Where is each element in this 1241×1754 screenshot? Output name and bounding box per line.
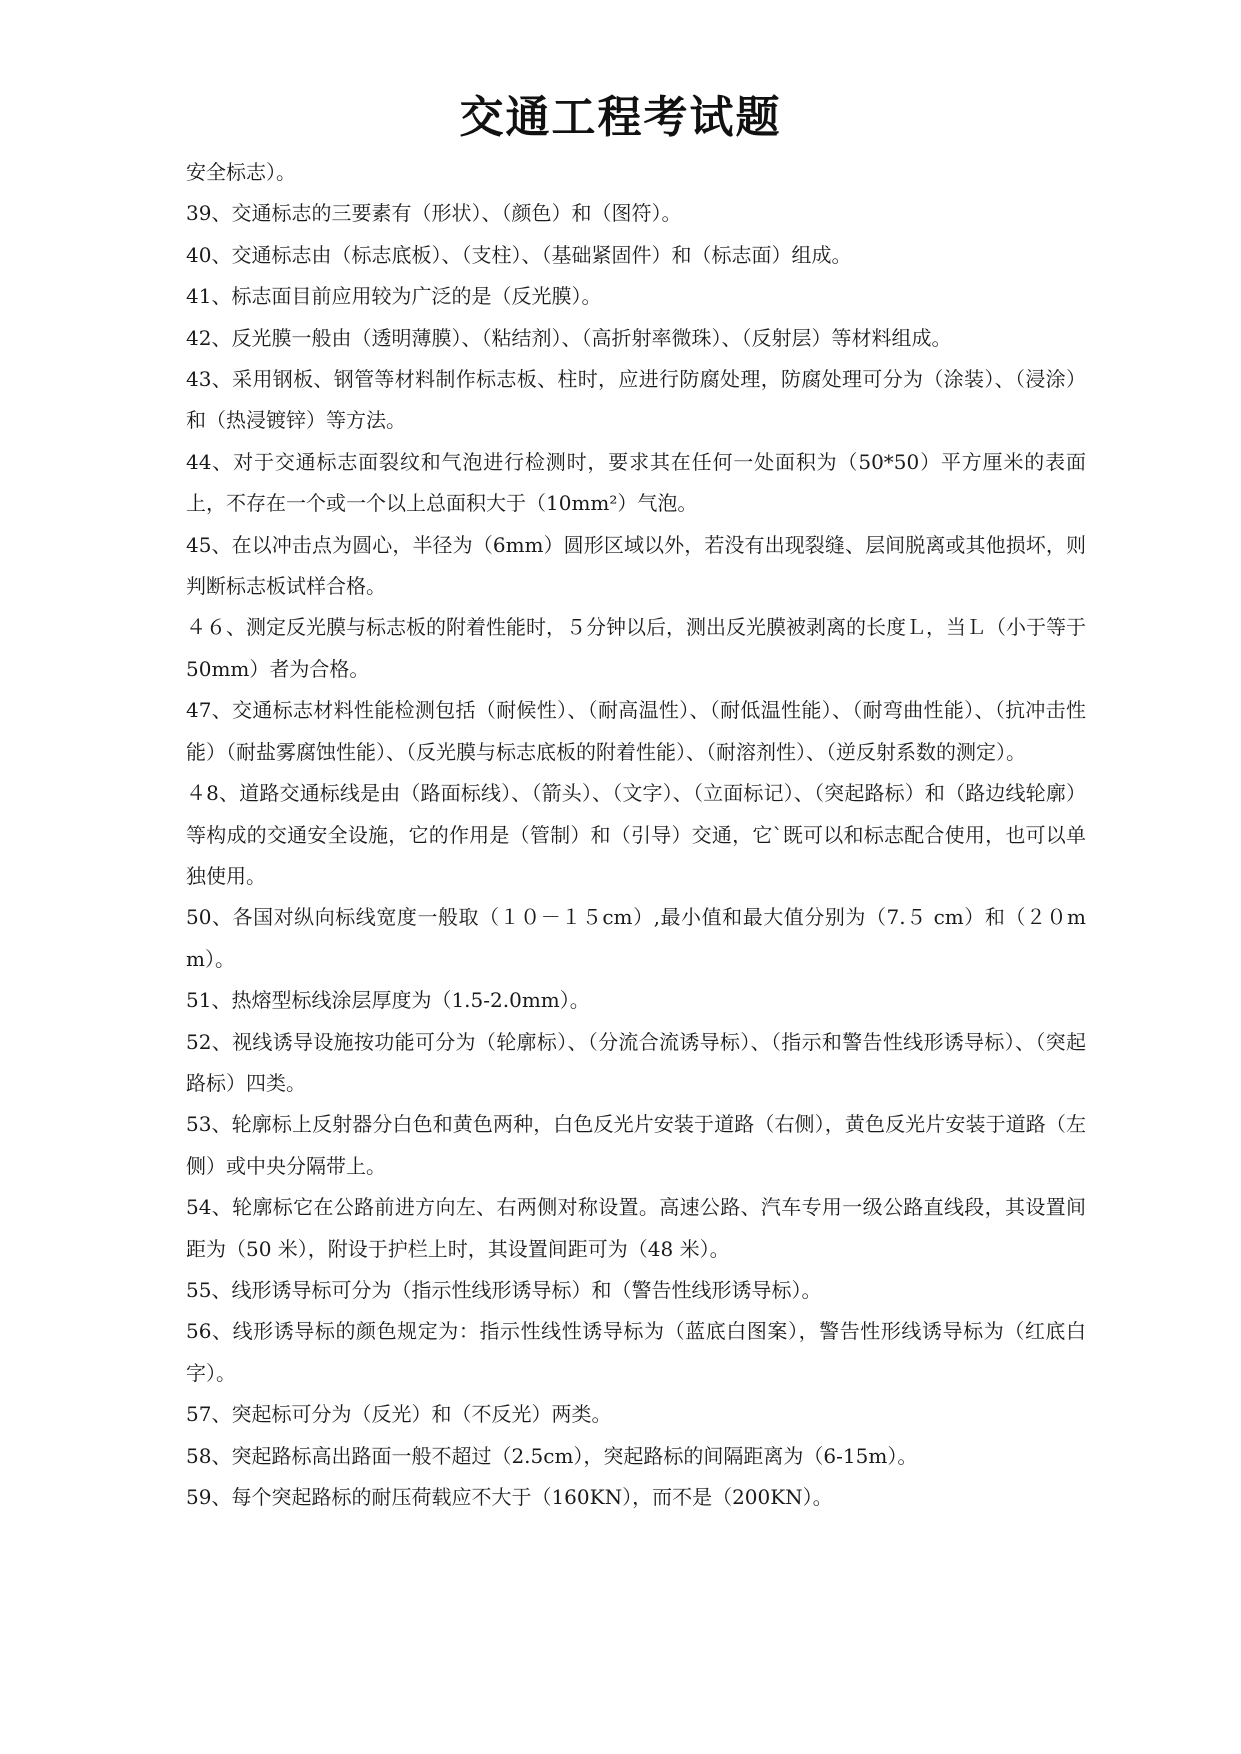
question-57: 57、突起标可分为（反光）和（不反光）两类。 bbox=[186, 1402, 612, 1427]
page-title: 交通工程考试题 bbox=[459, 92, 782, 143]
question-39: 39、交通标志的三要素有（形状）、（颜色）和（图符）。 bbox=[186, 201, 682, 226]
question-44: 44、对于交通标志面裂纹和气泡进行检测时，要求其在任何一处面积为（50*50）平方厘米的表面上，不存在一个或一个以上总面积大于（10mm²）气泡。 bbox=[186, 449, 1086, 516]
question-40: 40、交通标志由（标志底板）、（支柱）、（基础紧固件）和（标志面）组成。 bbox=[186, 242, 852, 267]
question-41: 41、标志面目前应用较为广泛的是（反光膜）。 bbox=[186, 284, 602, 309]
question-48: ４8、道路交通标线是由（路面标线）、（箭头）、（文字）、（立面标记）、（突起路标）和（路边线轮廓）等构成的交通安全设施，它的作用是（管制）和（引导）交通，它`既可以和标志配合使用，也可以单独使用。 bbox=[186, 781, 1086, 888]
question-list bbox=[186, 152, 1086, 1518]
question-47: 47、交通标志材料性能检测包括（耐候性）、（耐高温性）、（耐低温性能）、（耐弯曲性能）、（抗冲击性能）（耐盐雾腐蚀性能）、（反光膜与标志底板的附着性能）、（耐溶剂性）、（逆反射系数的测定）。 bbox=[186, 698, 1086, 764]
question-59: 59、每个突起路标的耐压荷载应不大于（160KN），而不是（200KN）。 bbox=[186, 1485, 833, 1509]
question-51: 51、热熔型标线涂层厚度为（1.5-2.0mm）。 bbox=[186, 988, 590, 1013]
paragraph-fragment: 安全标志）。 bbox=[186, 160, 296, 184]
question-58: 58、突起路标高出路面一般不超过（2.5cm），突起路标的间隔距离为（6-15m）。 bbox=[186, 1443, 918, 1468]
question-42: 42、反光膜一般由（透明薄膜）、（粘结剂）、（高折射率微珠）、（反射层）等材料组成。 bbox=[186, 325, 952, 350]
question-55: 55、线形诱导标可分为（指示性线形诱导标）和（警告性线形诱导标）。 bbox=[186, 1277, 822, 1302]
question-46: ４６、测定反光膜与标志板的附着性能时，５分钟以后，测出反光膜被剥离的长度Ｌ，当Ｌ（小于等于 50mm）者为合格。 bbox=[186, 615, 1086, 681]
question-52: 52、视线诱导设施按功能可分为（轮廓标）、（分流合流诱导标）、（指示和警告性线形诱导标）、（突起路标）四类。 bbox=[186, 1029, 1086, 1095]
question-54: 54、轮廓标它在公路前进方向左、右两侧对称设置。高速公路、汽车专用一级公路直线段，其设置间距为（50 米），附设于护栏上时，其设置间距可为（48 米）。 bbox=[186, 1195, 1086, 1261]
question-53: 53、轮廓标上反射器分白色和黄色两种，白色反光片安装于道路（右侧），黄色反光片安装于道路（左侧）或中央分隔带上。 bbox=[186, 1112, 1086, 1178]
question-56: 56、线形诱导标的颜色规定为：指示性线性诱导标为（蓝底白图案），警告性形线诱导标为（红底白字）。 bbox=[186, 1319, 1086, 1385]
question-43: 43、采用钢板、钢管等材料制作标志板、柱时，应进行防腐处理，防腐处理可分为（涂装）、（浸涂）和（热浸镀锌）等方法。 bbox=[186, 367, 1086, 433]
question-50: 50、各国对纵向标线宽度一般取（１０－１５cm）,最小值和最大值分别为（7.５ cm）和（２０mm）。 bbox=[186, 905, 1086, 971]
question-45: 45、在以冲击点为圆心，半径为（6mm）圆形区域以外，若没有出现裂缝、层间脱离或其他损坏，则判断标志板试样合格。 bbox=[186, 532, 1086, 599]
